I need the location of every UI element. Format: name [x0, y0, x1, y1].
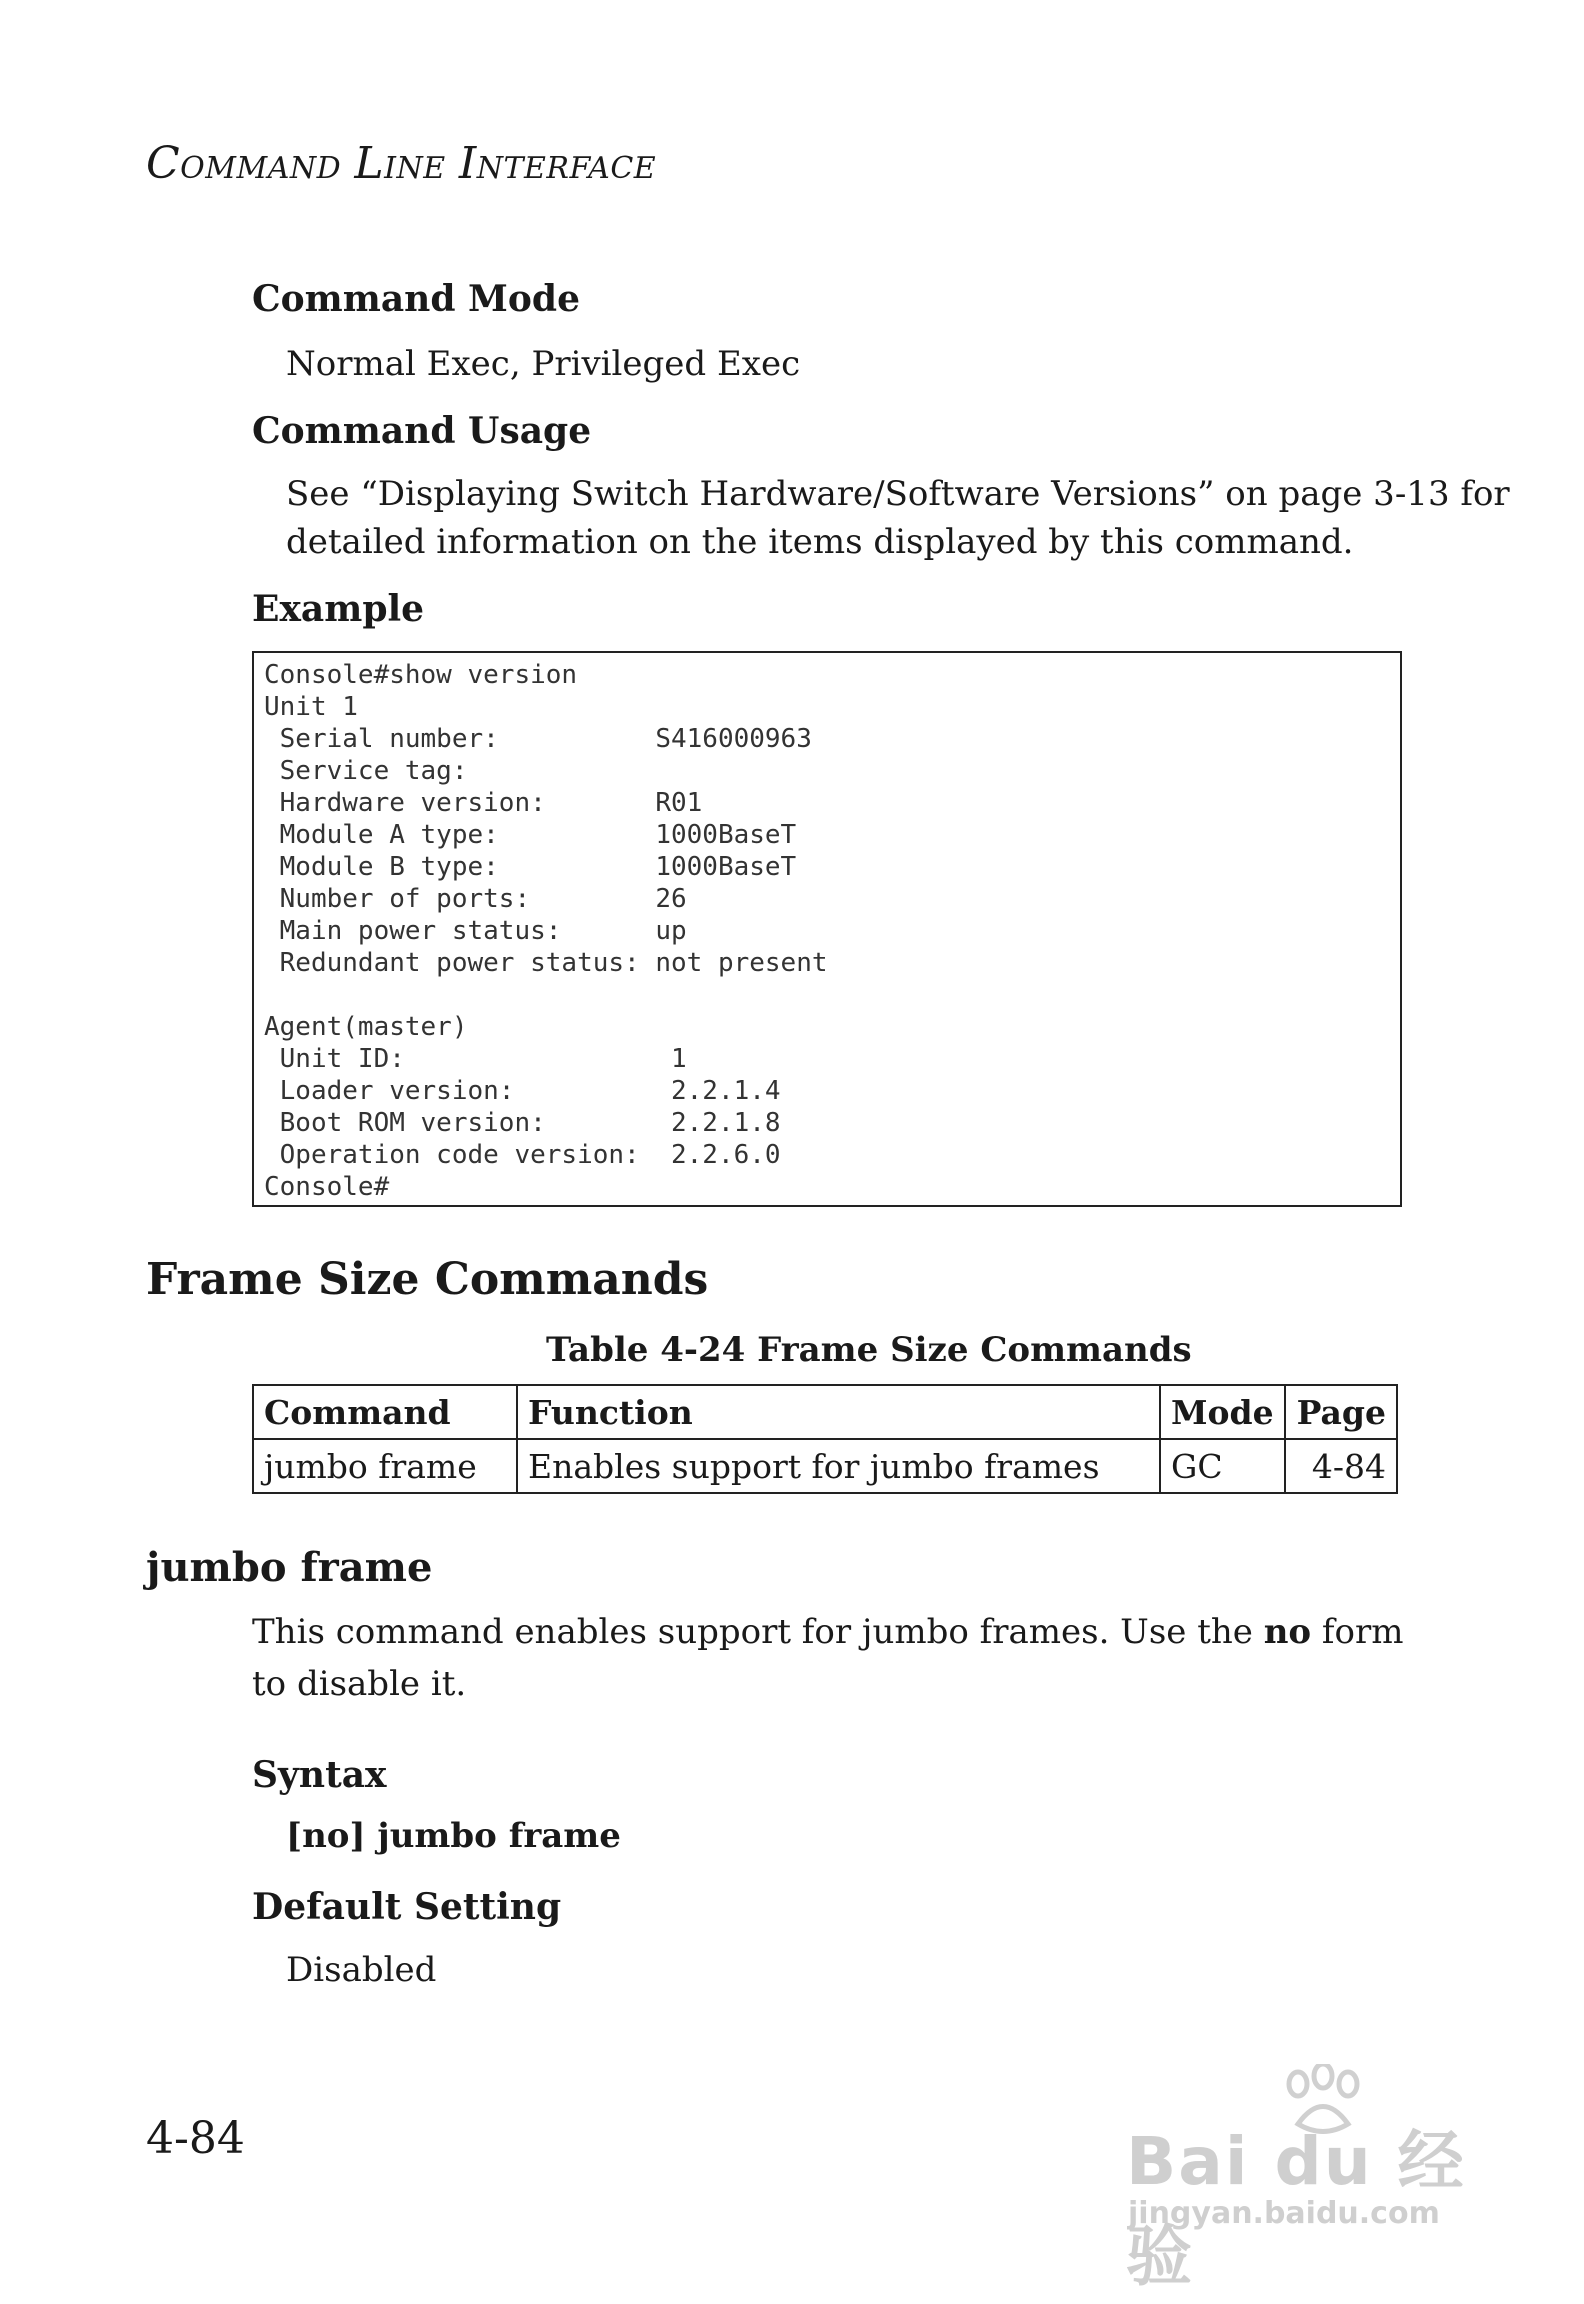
- header-letter-i: I: [458, 138, 477, 189]
- syntax-command: jumbo frame: [365, 1816, 621, 1856]
- header-letter-l: L: [354, 138, 385, 189]
- watermark-brand: Bai du 经验: [1126, 2123, 1466, 2295]
- example-heading: Example: [252, 588, 425, 630]
- command-usage-line1: See “Displaying Switch Hardware/Software Versions” on page 3-13 for: [286, 474, 1510, 514]
- default-setting-heading: Default Setting: [252, 1886, 562, 1928]
- table-header-cell: Page: [1285, 1385, 1397, 1439]
- header-word-nterface: NTERFACE: [476, 151, 657, 186]
- command-mode-text: Normal Exec, Privileged Exec: [286, 344, 801, 384]
- table-caption: Table 4-24 Frame Size Commands: [546, 1330, 1192, 1370]
- desc-text: This command enables support for jumbo frames. Use the: [252, 1612, 1264, 1652]
- code-line: Number of ports: 26: [264, 884, 687, 914]
- syntax-heading: Syntax: [252, 1754, 387, 1796]
- jumbo-frame-description: [252, 1606, 1412, 1710]
- command-mode-heading: Command Mode: [252, 278, 580, 320]
- command-usage-heading: Command Usage: [252, 410, 592, 452]
- header-word-ine: INE: [384, 151, 446, 186]
- code-line: Operation code version: 2.2.6.0: [264, 1140, 781, 1170]
- desc-text: form to disable it.: [252, 1612, 1404, 1704]
- header-word-ommand: OMMAND: [180, 151, 342, 186]
- code-line: Hardware version: R01: [264, 788, 703, 818]
- code-line: Console#: [264, 1172, 390, 1202]
- table-header-cell: Command: [253, 1385, 517, 1439]
- code-example: [252, 651, 1402, 1207]
- code-line: Module B type: 1000BaseT: [264, 852, 797, 882]
- default-setting-value: Disabled: [286, 1950, 437, 1990]
- watermark-url: jingyan.baidu.com: [1128, 2196, 1440, 2231]
- baidu-watermark: [1118, 2064, 1518, 2295]
- table-row: [253, 1439, 1397, 1493]
- code-line: Main power status: up: [264, 916, 687, 946]
- header-letter-c: C: [146, 138, 181, 189]
- code-line: Console#show version: [264, 660, 578, 690]
- table-cell: 4-84: [1285, 1439, 1397, 1493]
- table-cell: Enables support for jumbo frames: [517, 1439, 1160, 1493]
- syntax-no: [no]: [286, 1816, 366, 1856]
- code-line: Loader version: 2.2.1.4: [264, 1076, 781, 1106]
- command-usage-line2: detailed information on the items displayed by this command.: [286, 522, 1354, 562]
- frame-size-commands-table: [252, 1384, 1398, 1494]
- table-cell: GC: [1160, 1439, 1285, 1493]
- code-line: Boot ROM version: 2.2.1.8: [264, 1108, 781, 1138]
- code-line: Unit 1: [264, 692, 358, 722]
- desc-keyword: no: [1263, 1612, 1312, 1652]
- code-line: Agent(master): [264, 1012, 468, 1042]
- table-header-cell: Function: [517, 1385, 1160, 1439]
- table-header-cell: Mode: [1160, 1385, 1285, 1439]
- jumbo-frame-heading: jumbo frame: [146, 1544, 433, 1591]
- code-line: Serial number: S416000963: [264, 724, 812, 754]
- code-line: Service tag:: [264, 756, 468, 786]
- table-header-row: [253, 1385, 1397, 1439]
- running-header: [146, 138, 656, 189]
- page-number: 4-84: [146, 2113, 245, 2164]
- frame-size-commands-heading: Frame Size Commands: [146, 1254, 709, 1305]
- code-line: Module A type: 1000BaseT: [264, 820, 797, 850]
- code-line: Unit ID: 1: [264, 1044, 687, 1074]
- table-cell: jumbo frame: [253, 1439, 517, 1493]
- code-line: Redundant power status: not present: [264, 948, 828, 978]
- syntax-text: [286, 1812, 621, 1860]
